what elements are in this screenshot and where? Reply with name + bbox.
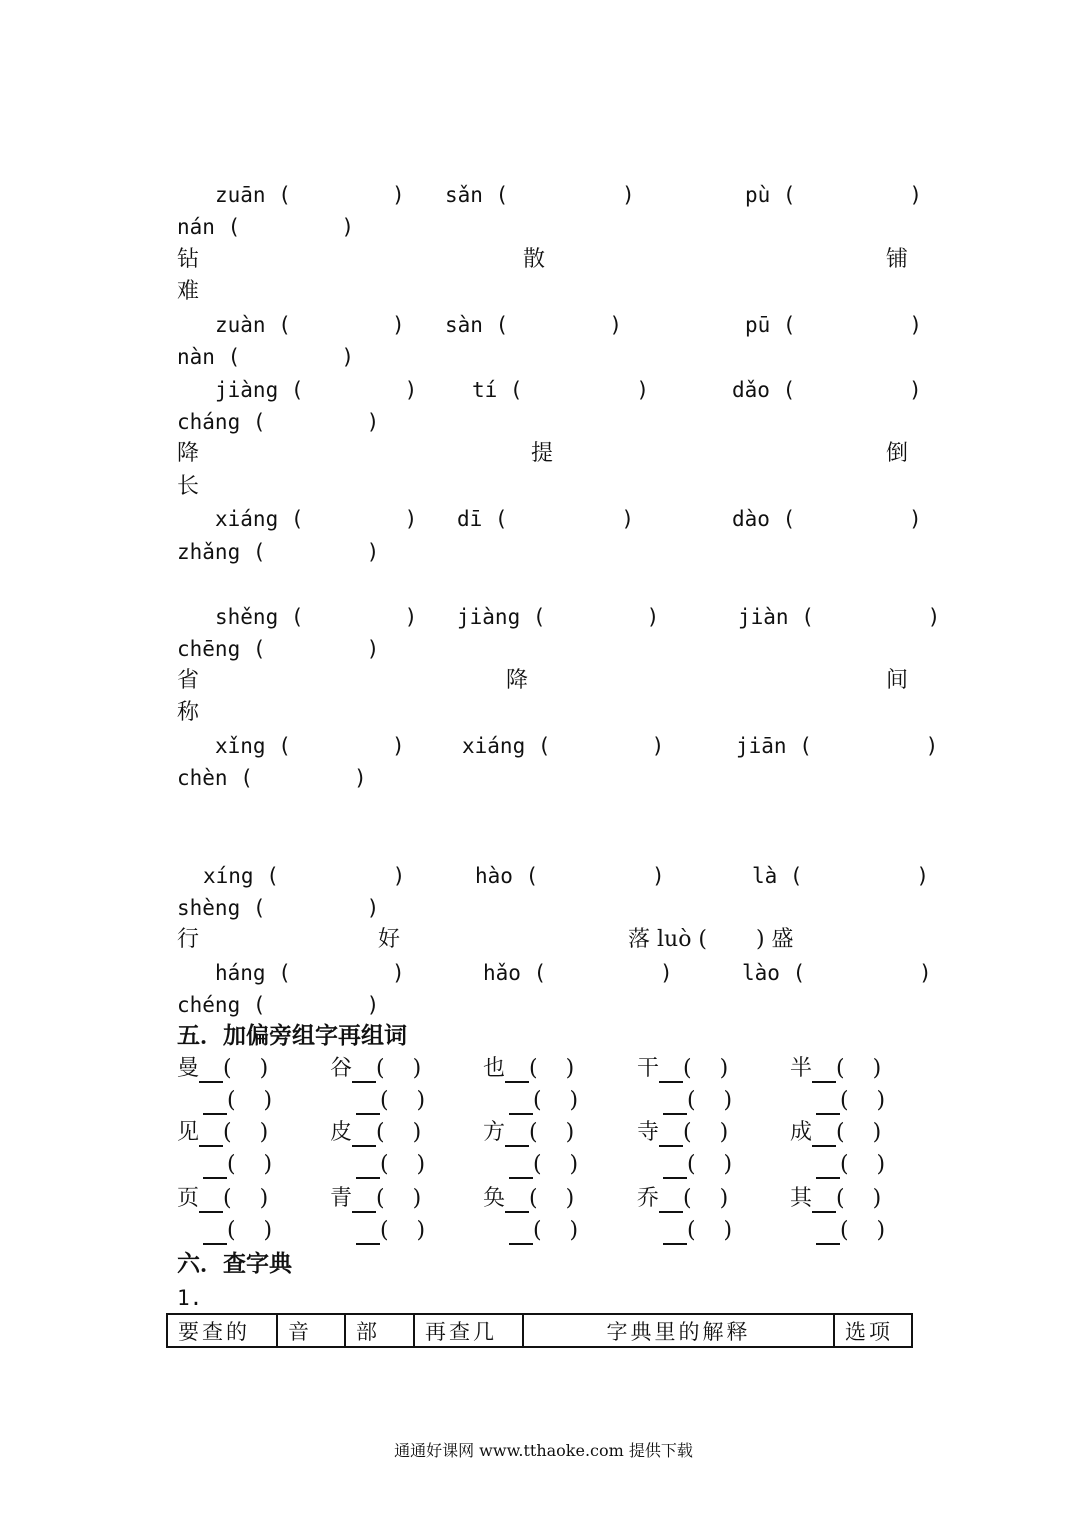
radical-item [483, 1187, 574, 1213]
word-paren[interactable]: ( ) [227, 1218, 273, 1243]
word-paren[interactable]: ( ) [683, 1120, 729, 1145]
fill-blank[interactable] [352, 1187, 376, 1213]
radical-item-second [203, 1089, 272, 1115]
fill-blank[interactable] [199, 1057, 223, 1083]
pinyin-line: nàn ( ) [177, 345, 355, 369]
section-5-title: 五．加偏旁组字再组词 [177, 1023, 407, 1049]
hanzi: 省 [177, 668, 200, 693]
fill-blank[interactable] [199, 1187, 223, 1213]
radical-item-second [816, 1153, 885, 1179]
word-paren[interactable]: ( ) [376, 1120, 422, 1145]
pinyin-line: xiáng ( ) [462, 734, 665, 758]
dictionary-table [166, 1313, 913, 1348]
hanzi: 钻 [177, 247, 200, 272]
hanzi: 长 [177, 474, 200, 499]
base-character: 半 [790, 1056, 813, 1081]
fill-blank[interactable] [659, 1121, 683, 1147]
word-paren[interactable]: ( ) [836, 1056, 882, 1081]
hanzi: 好 [378, 927, 401, 952]
radical-item-second [356, 1153, 425, 1179]
pinyin-line: nán ( ) [177, 215, 355, 239]
hanzi: 行 [177, 927, 200, 952]
fill-blank[interactable] [505, 1121, 529, 1147]
table-header-row [167, 1314, 912, 1347]
radical-item-second [816, 1089, 885, 1115]
word-paren[interactable]: ( ) [840, 1218, 886, 1243]
table-header-cell: 部 [345, 1314, 414, 1347]
pinyin-line: shèng ( ) [177, 896, 380, 920]
word-paren[interactable]: ( ) [687, 1088, 733, 1113]
base-character: 谷 [330, 1056, 353, 1081]
table-header-cell: 再查几 [414, 1314, 523, 1347]
fill-blank[interactable] [509, 1089, 533, 1115]
hanzi: 落 luò ( ) 盛 [628, 927, 794, 952]
pinyin-line: dī ( ) [457, 507, 635, 531]
radical-item [483, 1057, 574, 1083]
radical-item-second [356, 1089, 425, 1115]
radical-item-second [509, 1219, 578, 1245]
word-paren[interactable]: ( ) [840, 1088, 886, 1113]
fill-blank[interactable] [812, 1187, 836, 1213]
fill-blank[interactable] [505, 1057, 529, 1083]
base-character: 曼 [177, 1056, 200, 1081]
fill-blank[interactable] [203, 1219, 227, 1245]
base-character: 也 [483, 1056, 506, 1081]
pinyin-line: jiàng ( ) [457, 605, 660, 629]
pinyin-line: sàn ( ) [445, 313, 623, 337]
word-paren[interactable]: ( ) [840, 1152, 886, 1177]
fill-blank[interactable] [816, 1153, 840, 1179]
pinyin-line: zuān ( ) [215, 183, 405, 207]
hanzi: 降 [177, 441, 200, 466]
table-header-cell: 要查的 [167, 1314, 277, 1347]
word-paren[interactable]: ( ) [529, 1186, 575, 1211]
hanzi: 提 [531, 441, 554, 466]
word-paren[interactable]: ( ) [223, 1056, 269, 1081]
fill-blank[interactable] [203, 1089, 227, 1115]
radical-item [330, 1057, 421, 1083]
pinyin-line: chèn ( ) [177, 766, 367, 790]
base-character: 见 [177, 1120, 200, 1145]
hanzi: 称 [177, 700, 200, 725]
word-paren[interactable]: ( ) [836, 1186, 882, 1211]
pinyin-line: dào ( ) [732, 507, 922, 531]
fill-blank[interactable] [509, 1153, 533, 1179]
fill-blank[interactable] [663, 1219, 687, 1245]
base-character: 乔 [637, 1186, 660, 1211]
fill-blank[interactable] [352, 1057, 376, 1083]
pinyin-line: hào ( ) [475, 864, 665, 888]
pinyin-line: pū ( ) [745, 313, 923, 337]
fill-blank[interactable] [509, 1219, 533, 1245]
pinyin-line: xǐng ( ) [215, 734, 405, 758]
hanzi: 间 [886, 668, 909, 693]
base-character: 干 [637, 1056, 660, 1081]
hanzi: 倒 [886, 441, 909, 466]
radical-item-second [203, 1153, 272, 1179]
word-paren[interactable]: ( ) [227, 1152, 273, 1177]
word-paren[interactable]: ( ) [533, 1218, 579, 1243]
base-character: 奂 [483, 1186, 506, 1211]
word-paren[interactable]: ( ) [227, 1088, 273, 1113]
word-paren[interactable]: ( ) [223, 1120, 269, 1145]
item-number: 1. [177, 1286, 203, 1310]
word-paren[interactable]: ( ) [376, 1056, 422, 1081]
word-paren[interactable]: ( ) [529, 1120, 575, 1145]
pinyin-line: xiáng ( ) [215, 507, 418, 531]
fill-blank[interactable] [816, 1219, 840, 1245]
radical-item [177, 1057, 268, 1083]
fill-blank[interactable] [356, 1153, 380, 1179]
fill-blank[interactable] [659, 1057, 683, 1083]
hanzi: 降 [506, 668, 529, 693]
hanzi: 铺 [886, 247, 909, 272]
radical-item [637, 1187, 728, 1213]
hanzi: 难 [177, 279, 200, 304]
fill-blank[interactable] [816, 1089, 840, 1115]
radical-item [330, 1121, 421, 1147]
word-paren[interactable]: ( ) [533, 1088, 579, 1113]
radical-item [790, 1121, 881, 1147]
base-character: 其 [790, 1186, 813, 1211]
radical-item [177, 1121, 268, 1147]
pinyin-line: tí ( ) [472, 378, 650, 402]
base-character: 成 [790, 1120, 813, 1145]
fill-blank[interactable] [812, 1121, 836, 1147]
base-character: 页 [177, 1186, 200, 1211]
word-paren[interactable]: ( ) [533, 1152, 579, 1177]
fill-blank[interactable] [659, 1187, 683, 1213]
radical-item-second [663, 1153, 732, 1179]
table-header-cell: 字典里的解释 [523, 1314, 834, 1347]
pinyin-line: lào ( ) [742, 961, 932, 985]
radical-item [790, 1057, 881, 1083]
pinyin-line: pù ( ) [745, 183, 923, 207]
base-character: 方 [483, 1120, 506, 1145]
pinyin-line: zuàn ( ) [215, 313, 405, 337]
fill-blank[interactable] [356, 1089, 380, 1115]
radical-item-second [663, 1219, 732, 1245]
fill-blank[interactable] [203, 1153, 227, 1179]
fill-blank[interactable] [199, 1121, 223, 1147]
pinyin-line: chēng ( ) [177, 637, 380, 661]
pinyin-line: dǎo ( ) [732, 378, 922, 402]
base-character: 青 [330, 1186, 353, 1211]
pinyin-line: là ( ) [752, 864, 930, 888]
radical-item [637, 1121, 728, 1147]
section-6-title: 六．查字典 [177, 1251, 292, 1277]
pinyin-line: jiàn ( ) [738, 605, 941, 629]
fill-blank[interactable] [663, 1089, 687, 1115]
pinyin-line: sǎn ( ) [445, 183, 635, 207]
radical-item-second [356, 1219, 425, 1245]
fill-blank[interactable] [352, 1121, 376, 1147]
word-paren[interactable]: ( ) [687, 1152, 733, 1177]
word-paren[interactable]: ( ) [683, 1056, 729, 1081]
word-paren[interactable]: ( ) [683, 1186, 729, 1211]
table-header-cell: 选项 [834, 1314, 912, 1347]
base-character: 皮 [330, 1120, 353, 1145]
radical-item [177, 1187, 268, 1213]
word-paren[interactable]: ( ) [529, 1056, 575, 1081]
word-paren[interactable]: ( ) [380, 1152, 426, 1177]
fill-blank[interactable] [356, 1219, 380, 1245]
fill-blank[interactable] [812, 1057, 836, 1083]
pinyin-line: cháng ( ) [177, 410, 380, 434]
word-paren[interactable]: ( ) [687, 1218, 733, 1243]
radical-item [637, 1057, 728, 1083]
word-paren[interactable]: ( ) [376, 1186, 422, 1211]
radical-item-second [663, 1089, 732, 1115]
radical-item [790, 1187, 881, 1213]
word-paren[interactable]: ( ) [380, 1088, 426, 1113]
pinyin-line: chéng ( ) [177, 993, 380, 1017]
table-header-cell: 音 [277, 1314, 345, 1347]
hanzi: 散 [523, 247, 546, 272]
page-footer: 通通好课网 www.tthaoke.com 提供下载 [394, 1441, 693, 1460]
pinyin-line: jiān ( ) [736, 734, 939, 758]
word-paren[interactable]: ( ) [836, 1120, 882, 1145]
radical-item-second [509, 1153, 578, 1179]
radical-item-second [203, 1219, 272, 1245]
pinyin-line: jiàng ( ) [215, 378, 418, 402]
radical-item [483, 1121, 574, 1147]
radical-item-second [509, 1089, 578, 1115]
pinyin-line: háng ( ) [215, 961, 405, 985]
base-character: 寺 [637, 1120, 660, 1145]
pinyin-line: xíng ( ) [203, 864, 406, 888]
pinyin-line: shěng ( ) [215, 605, 418, 629]
pinyin-line: hǎo ( ) [483, 961, 673, 985]
word-paren[interactable]: ( ) [223, 1186, 269, 1211]
radical-item-second [816, 1219, 885, 1245]
pinyin-line: zhǎng ( ) [177, 540, 380, 564]
word-paren[interactable]: ( ) [380, 1218, 426, 1243]
radical-item [330, 1187, 421, 1213]
fill-blank[interactable] [663, 1153, 687, 1179]
fill-blank[interactable] [505, 1187, 529, 1213]
